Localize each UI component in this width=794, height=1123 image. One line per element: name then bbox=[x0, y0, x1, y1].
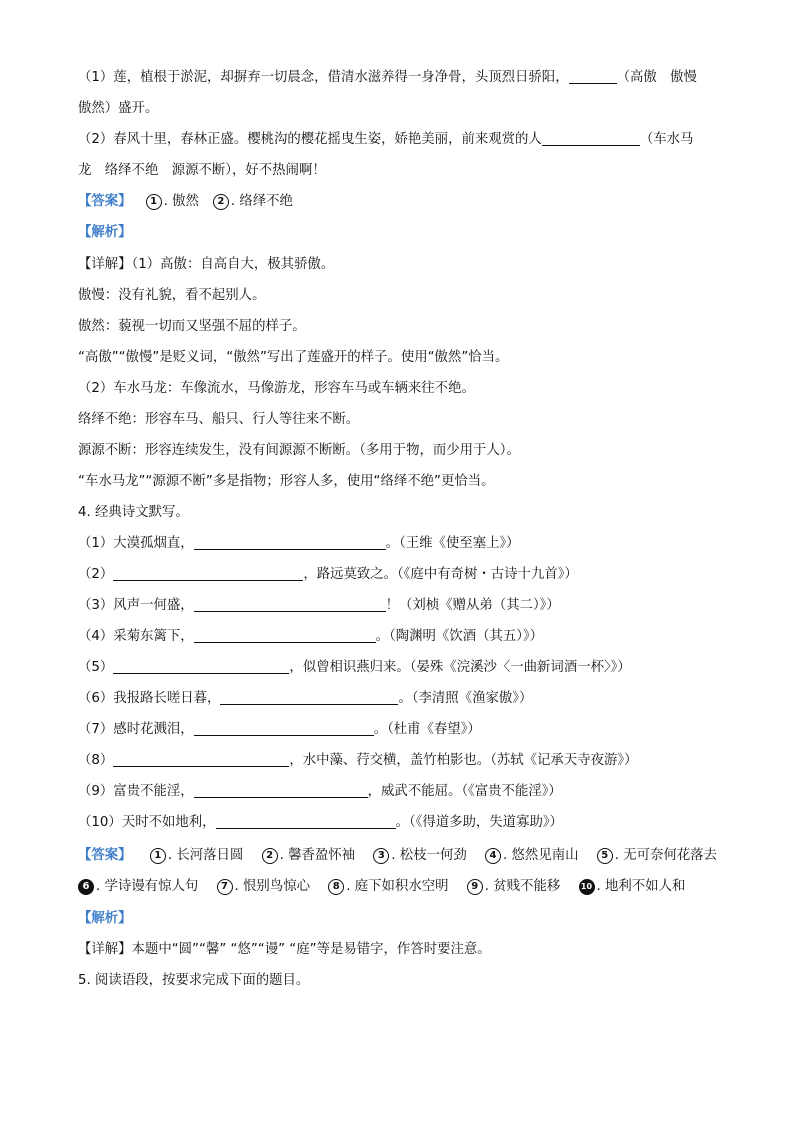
q4-item: （7）感时花溅泪， 。（杜甫《春望》） bbox=[78, 722, 481, 737]
q4-title: 4. 经典诗文默写。 bbox=[78, 505, 189, 520]
answer-blank bbox=[194, 597, 386, 612]
answer-blank bbox=[113, 659, 289, 674]
circled-number: 3 bbox=[373, 848, 389, 864]
answer-blank bbox=[194, 628, 376, 643]
answer-blank bbox=[220, 690, 398, 705]
q4-item: （10）天时不如地利， 。（《得道多助，失道寡助》） bbox=[78, 815, 563, 830]
q4-item: （6）我报路长嗟日暮， 。（李清照《渔家傲》） bbox=[78, 691, 533, 706]
q3-item-1-line-1: （1）莲，植根于淤泥，却摒弃一切晨念，借清水滋养得一身净骨，头顶烈日骄阳， （高傲 傲慢 bbox=[78, 70, 697, 85]
circled-number: 7 bbox=[217, 879, 233, 895]
circled-number: 1 bbox=[146, 194, 162, 210]
q5-title: 5. 阅读语段，按要求完成下面的题目。 bbox=[78, 973, 310, 988]
q4-detail: 【详解】本题中“圆”“馨” “悠”“谩” “庭”等是易错字，作答时要注意。 bbox=[78, 942, 491, 957]
circled-number: 4 bbox=[485, 848, 501, 864]
q3-item-1-line-2: 傲然）盛开。 bbox=[78, 101, 159, 116]
q3-detail-line: （2）车水马龙：车像流水，马像游龙，形容车马或车辆来往不绝。 bbox=[78, 381, 475, 396]
circled-number: 5 bbox=[597, 848, 613, 864]
circled-number: 2 bbox=[262, 848, 278, 864]
q3-detail-line: 傲慢：没有礼貌，看不起别人。 bbox=[78, 288, 266, 303]
q4-item: （1）大漠孤烟直， 。（王维《使至塞上》） bbox=[78, 536, 520, 551]
answer-tag: 【答案】 bbox=[78, 194, 132, 209]
answer-blank bbox=[569, 69, 617, 84]
q4-answer-line-2: 6 . 学诗谩有惊人句 7 . 恨别鸟惊心 8 . 庭下如积水空明 9 . 贫贱不能移 10 . 地利不如人和 bbox=[78, 877, 734, 897]
q4-item: （2） ，路远莫致之。（《庭中有奇树・古诗十九首》） bbox=[78, 567, 578, 582]
answer-blank bbox=[113, 566, 303, 581]
q3-item-2-line-1: （2）春风十里，春林正盛。樱桃沟的樱花摇曳生姿，娇艳美丽，前来观赏的人 （车水马 bbox=[78, 132, 694, 147]
q4-item: （5） ，似曾相识燕归来。（晏殊《浣溪沙〈一曲新词酒一杯〉》） bbox=[78, 660, 631, 675]
q3-analysis-tag: 【解析】 bbox=[78, 225, 132, 240]
q3-detail-line: 【详解】（1）高傲：自高自大，极其骄傲。 bbox=[78, 257, 335, 272]
q3-detail-line: 源源不断：形容连续发生，没有间源源不断断。（多用于物，而少用于人）。 bbox=[78, 443, 520, 458]
circled-number: 1 bbox=[150, 848, 166, 864]
circled-number: 6 bbox=[78, 879, 94, 895]
answer-blank bbox=[542, 131, 640, 146]
q3-item-2-line-2: 龙 络绎不绝 源源不断），好不热闹啊！ bbox=[78, 163, 326, 178]
circled-number: 8 bbox=[328, 879, 344, 895]
q4-answer-line-1: 【答案】 1 . 长河落日圆 2 . 馨香盈怀袖 3 . 松枝一何劲 4 . 悠然见南山 5 . 无可奈何花落去 bbox=[78, 848, 718, 863]
answer-blank bbox=[194, 721, 374, 736]
answer-blank bbox=[113, 752, 289, 767]
answer-blank bbox=[194, 783, 368, 798]
q4-item: （3）风声一何盛， ！（刘桢《赠从弟（其二）》） bbox=[78, 598, 560, 613]
q3-detail-line: 络绎不绝：形容车马、船只、行人等往来不断。 bbox=[78, 412, 360, 427]
answer-blank bbox=[194, 535, 386, 550]
q4-analysis-tag: 【解析】 bbox=[78, 911, 132, 926]
answer-blank bbox=[216, 814, 396, 829]
circled-number: 10 bbox=[579, 879, 595, 895]
q3-answer: 【答案】 1 . 傲然 2 . 络绎不绝 bbox=[78, 194, 293, 209]
q3-detail-line: “车水马龙”“源源不断”多是指物；形容人多，使用“络绎不绝”更恰当。 bbox=[78, 474, 495, 489]
circled-number: 9 bbox=[467, 879, 483, 895]
q3-detail-line: 傲然：藐视一切而又坚强不屈的样子。 bbox=[78, 319, 306, 334]
q3-detail-line: “高傲”“傲慢”是贬义词，“傲然”写出了莲盛开的样子。使用“傲然”恰当。 bbox=[78, 350, 509, 365]
q4-item: （8） ，水中藻、荇交横，盖竹柏影也。（苏轼《记承天寺夜游》） bbox=[78, 753, 638, 768]
q4-item: （9）富贵不能淫， ，威武不能屈。（《富贵不能淫》） bbox=[78, 784, 562, 799]
circled-number: 2 bbox=[213, 194, 229, 210]
answer-tag: 【答案】 bbox=[78, 848, 132, 863]
q4-item: （4）采菊东篱下， 。（陶渊明《饮酒（其五）》） bbox=[78, 629, 544, 644]
